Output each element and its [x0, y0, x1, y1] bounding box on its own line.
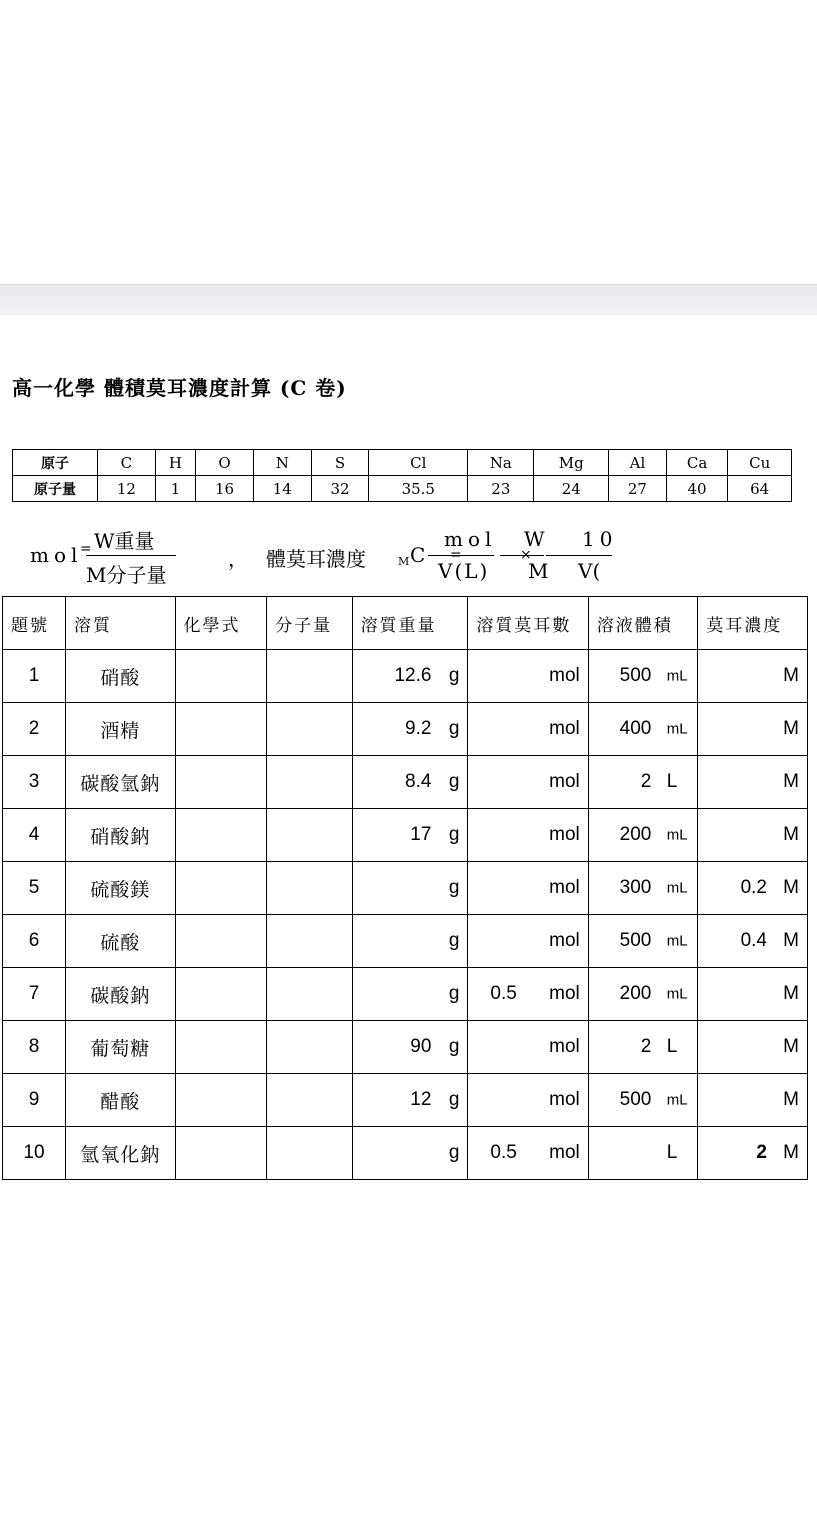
- formula-cell[interactable]: [175, 1074, 267, 1127]
- formula-cell[interactable]: [175, 862, 267, 915]
- mass-row: [13, 476, 792, 502]
- row-number: 4: [3, 809, 66, 862]
- volume-cell[interactable]: [589, 915, 698, 967]
- table-row: [3, 862, 808, 915]
- moles-cell[interactable]: [468, 1074, 587, 1126]
- moles-cell[interactable]: [468, 650, 587, 702]
- row-number: 10: [3, 1127, 66, 1180]
- volume-unit: mL: [666, 720, 688, 738]
- molarity-cell[interactable]: [698, 756, 807, 808]
- molarity-unit: M: [783, 983, 799, 1004]
- volume-value: 500: [619, 1089, 652, 1110]
- moles-cell[interactable]: [468, 703, 587, 755]
- molarity-value: 2: [756, 1142, 767, 1163]
- molarity-cell[interactable]: [698, 1021, 807, 1073]
- element-symbol: Cu: [728, 450, 792, 476]
- molecular-weight-cell[interactable]: [267, 915, 352, 968]
- header-row: [3, 597, 808, 650]
- molarity-unit: M: [783, 1089, 799, 1110]
- solute-name: 硝酸: [65, 650, 175, 703]
- row-number: 6: [3, 915, 66, 968]
- moles-cell[interactable]: [468, 809, 587, 861]
- formula-cell[interactable]: [175, 756, 267, 809]
- element-row-header: 原子: [13, 450, 98, 476]
- weight-value: 8.4: [405, 771, 432, 792]
- formula-equals: =: [80, 541, 92, 557]
- row-number: 3: [3, 756, 66, 809]
- moles-cell[interactable]: [468, 968, 587, 1020]
- weight-unit: g: [448, 665, 460, 686]
- row-number: 9: [3, 1074, 66, 1127]
- element-symbol: Ca: [666, 450, 728, 476]
- molarity-cell[interactable]: [698, 1074, 807, 1126]
- weight-unit: g: [448, 771, 460, 792]
- element-symbol: O: [196, 450, 254, 476]
- col-header-number: 題號: [3, 597, 66, 650]
- row-number: 7: [3, 968, 66, 1021]
- formula-times: ×: [520, 547, 532, 563]
- molecular-weight-cell[interactable]: [267, 650, 352, 703]
- row-number: 8: [3, 1021, 66, 1074]
- atomic-mass: 27: [609, 476, 667, 502]
- moles-unit: mol: [549, 983, 580, 1004]
- solute-name: 酒精: [65, 703, 175, 756]
- row-number: 1: [3, 650, 66, 703]
- element-row: [13, 450, 792, 476]
- molarity-unit: M: [783, 930, 799, 951]
- atomic-mass-table: [12, 449, 792, 502]
- formula-mol: mol: [30, 543, 83, 567]
- atomic-mass: 35.5: [369, 476, 468, 502]
- molecular-weight-cell[interactable]: [267, 1021, 352, 1074]
- volume-value: 400: [619, 718, 652, 739]
- col-header-solute-weight: 溶質重量: [352, 597, 468, 650]
- formula-cell[interactable]: [175, 968, 267, 1021]
- volume-unit: L: [666, 1036, 678, 1057]
- weight-cell[interactable]: [353, 1127, 468, 1179]
- molecular-weight-cell[interactable]: [267, 1074, 352, 1127]
- molecular-weight-cell[interactable]: [267, 809, 352, 862]
- volume-unit: L: [666, 771, 678, 792]
- weight-cell[interactable]: [353, 809, 468, 861]
- volume-unit: mL: [666, 667, 688, 685]
- atomic-mass: 14: [253, 476, 311, 502]
- element-symbol: S: [311, 450, 369, 476]
- table-row: [3, 703, 808, 756]
- volume-cell[interactable]: [589, 968, 698, 1020]
- molarity-value: 0.2: [740, 877, 767, 898]
- col-header-formula: 化學式: [175, 597, 267, 650]
- moles-unit: mol: [549, 1142, 580, 1163]
- weight-unit: g: [448, 1142, 460, 1163]
- atomic-mass: 16: [196, 476, 254, 502]
- col-header-solute: 溶質: [65, 597, 175, 650]
- formula-sub-m: M: [398, 555, 410, 568]
- molecular-weight-cell[interactable]: [267, 862, 352, 915]
- col-header-solution-volume: 溶液體積: [588, 597, 698, 650]
- element-symbol: Na: [468, 450, 534, 476]
- moles-unit: mol: [549, 930, 580, 951]
- viewer-top-bar: [0, 284, 817, 315]
- volume-value: 300: [619, 877, 652, 898]
- weight-value: 90: [410, 1036, 432, 1057]
- moles-value: 0.5: [490, 983, 517, 1004]
- weight-unit: g: [448, 1036, 460, 1057]
- formula-cell[interactable]: [175, 915, 267, 968]
- molarity-cell[interactable]: [698, 703, 807, 755]
- atomic-mass: 24: [534, 476, 609, 502]
- table-row: [3, 809, 808, 862]
- table-row: [3, 1021, 808, 1074]
- volume-cell[interactable]: [589, 862, 698, 914]
- weight-cell[interactable]: [353, 862, 468, 914]
- volume-cell[interactable]: [589, 809, 698, 861]
- molarity-value: 0.4: [740, 930, 767, 951]
- volume-value: 200: [619, 824, 652, 845]
- solute-name: 碳酸鈉: [65, 968, 175, 1021]
- moles-unit: mol: [549, 665, 580, 686]
- molarity-unit: M: [783, 665, 799, 686]
- molecular-weight-cell[interactable]: [267, 1127, 352, 1180]
- formula-denominator-mw: M分子量: [86, 563, 167, 587]
- volume-cell[interactable]: [589, 650, 698, 702]
- weight-unit: g: [448, 930, 460, 951]
- element-symbol: C: [98, 450, 156, 476]
- weight-cell[interactable]: [353, 1021, 468, 1073]
- formula-denominator-m: M: [528, 559, 549, 583]
- volume-unit: mL: [666, 879, 688, 897]
- weight-value: 12.6: [394, 665, 432, 686]
- table-row: [3, 968, 808, 1021]
- formula-cell[interactable]: [175, 1127, 267, 1180]
- page-title: 高一化學 體積莫耳濃度計算 (C 卷): [12, 376, 347, 400]
- volume-unit: mL: [666, 932, 688, 950]
- molarity-cell[interactable]: [698, 809, 807, 861]
- formula-conc-label: 體莫耳濃度: [266, 547, 366, 571]
- solute-name: 硫酸: [65, 915, 175, 968]
- element-symbol: H: [155, 450, 195, 476]
- concentration-formula: [30, 525, 650, 587]
- moles-unit: mol: [549, 1036, 580, 1057]
- weight-value: 12: [410, 1089, 432, 1110]
- formula-numerator-w: W: [524, 527, 545, 551]
- weight-unit: g: [448, 877, 460, 898]
- moles-cell[interactable]: [468, 1021, 587, 1073]
- atomic-mass: 64: [728, 476, 792, 502]
- moles-cell[interactable]: [468, 862, 587, 914]
- volume-cell[interactable]: [589, 1021, 698, 1073]
- weight-unit: g: [448, 1089, 460, 1110]
- formula-numerator-ten: 10: [582, 527, 618, 551]
- formula-cell[interactable]: [175, 809, 267, 862]
- molarity-unit: M: [783, 1036, 799, 1057]
- element-symbol: Mg: [534, 450, 609, 476]
- solute-name: 醋酸: [65, 1074, 175, 1127]
- element-symbol: Al: [609, 450, 667, 476]
- mass-row-header: 原子量: [13, 476, 98, 502]
- weight-value: 17: [410, 824, 432, 845]
- volume-value: 200: [619, 983, 652, 1004]
- formula-denominator-v: V(: [578, 559, 601, 583]
- col-header-molarity: 莫耳濃度: [698, 597, 808, 650]
- table-row: [3, 756, 808, 809]
- molarity-cell[interactable]: [698, 650, 807, 702]
- volume-value: 500: [619, 930, 652, 951]
- col-header-molecular-weight: 分子量: [267, 597, 352, 650]
- formula-cell[interactable]: [175, 650, 267, 703]
- weight-cell[interactable]: [353, 915, 468, 967]
- solute-name: 硫酸鎂: [65, 862, 175, 915]
- volume-value: 500: [619, 665, 652, 686]
- volume-unit: L: [666, 1142, 678, 1163]
- volume-cell[interactable]: [589, 1074, 698, 1126]
- volume-value: 2: [640, 1036, 652, 1057]
- molecular-weight-cell[interactable]: [267, 703, 352, 756]
- fraction-bar: [86, 555, 176, 556]
- table-row: [3, 915, 808, 968]
- molarity-cell[interactable]: [698, 968, 807, 1020]
- molarity-unit: M: [783, 824, 799, 845]
- weight-cell[interactable]: [353, 703, 468, 755]
- weight-cell[interactable]: [353, 1074, 468, 1126]
- volume-unit: mL: [666, 826, 688, 844]
- molarity-cell[interactable]: [698, 862, 807, 914]
- atomic-mass: 40: [666, 476, 728, 502]
- solute-name: 氫氧化鈉: [65, 1127, 175, 1180]
- formula-denominator-volume: V(L): [438, 559, 490, 583]
- molecular-weight-cell[interactable]: [267, 968, 352, 1021]
- weight-cell[interactable]: [353, 650, 468, 702]
- weight-unit: g: [448, 824, 460, 845]
- moles-unit: mol: [549, 824, 580, 845]
- moles-unit: mol: [549, 718, 580, 739]
- volume-cell[interactable]: [589, 703, 698, 755]
- molarity-unit: M: [783, 771, 799, 792]
- formula-numerator-mol: mol: [444, 527, 497, 551]
- volume-cell[interactable]: [589, 756, 698, 808]
- table-row: [3, 1074, 808, 1127]
- col-header-solute-moles: 溶質莫耳數: [468, 597, 588, 650]
- formula-equals: =: [450, 547, 462, 563]
- moles-unit: mol: [549, 1089, 580, 1110]
- moles-unit: mol: [549, 771, 580, 792]
- molarity-cell[interactable]: [698, 915, 807, 967]
- weight-value: 9.2: [405, 718, 432, 739]
- atomic-mass: 32: [311, 476, 369, 502]
- weight-unit: g: [448, 983, 460, 1004]
- element-symbol: N: [253, 450, 311, 476]
- row-number: 2: [3, 703, 66, 756]
- volume-unit: mL: [666, 1091, 688, 1109]
- molecular-weight-cell[interactable]: [267, 756, 352, 809]
- moles-unit: mol: [549, 877, 580, 898]
- fraction-bar: [546, 555, 612, 556]
- solute-name: 碳酸氫鈉: [65, 756, 175, 809]
- moles-cell[interactable]: [468, 1127, 587, 1179]
- molarity-unit: M: [783, 1142, 799, 1163]
- atomic-mass: 12: [98, 476, 156, 502]
- formula-c: C: [410, 543, 426, 567]
- row-number: 5: [3, 862, 66, 915]
- solute-name: 硝酸鈉: [65, 809, 175, 862]
- atomic-mass: 1: [155, 476, 195, 502]
- molarity-cell[interactable]: [698, 1127, 807, 1179]
- weight-unit: g: [448, 718, 460, 739]
- formula-cell[interactable]: [175, 1021, 267, 1074]
- moles-cell[interactable]: [468, 915, 587, 967]
- solute-name: 葡萄糖: [65, 1021, 175, 1074]
- moles-cell[interactable]: [468, 756, 587, 808]
- formula-numerator-weight: W重量: [94, 529, 155, 553]
- formula-comma: ，: [228, 547, 248, 571]
- table-row: [3, 1127, 808, 1180]
- molarity-unit: M: [783, 718, 799, 739]
- molarity-unit: M: [783, 877, 799, 898]
- weight-cell[interactable]: [353, 968, 468, 1020]
- atomic-mass: 23: [468, 476, 534, 502]
- volume-cell[interactable]: [589, 1127, 698, 1179]
- volume-unit: mL: [666, 985, 688, 1003]
- weight-cell[interactable]: [353, 756, 468, 808]
- element-symbol: Cl: [369, 450, 468, 476]
- moles-value: 0.5: [490, 1142, 517, 1163]
- volume-value: 2: [640, 771, 652, 792]
- table-body: [3, 650, 808, 1180]
- table-row: [3, 650, 808, 703]
- formula-cell[interactable]: [175, 703, 267, 756]
- worksheet-table: [2, 596, 808, 1180]
